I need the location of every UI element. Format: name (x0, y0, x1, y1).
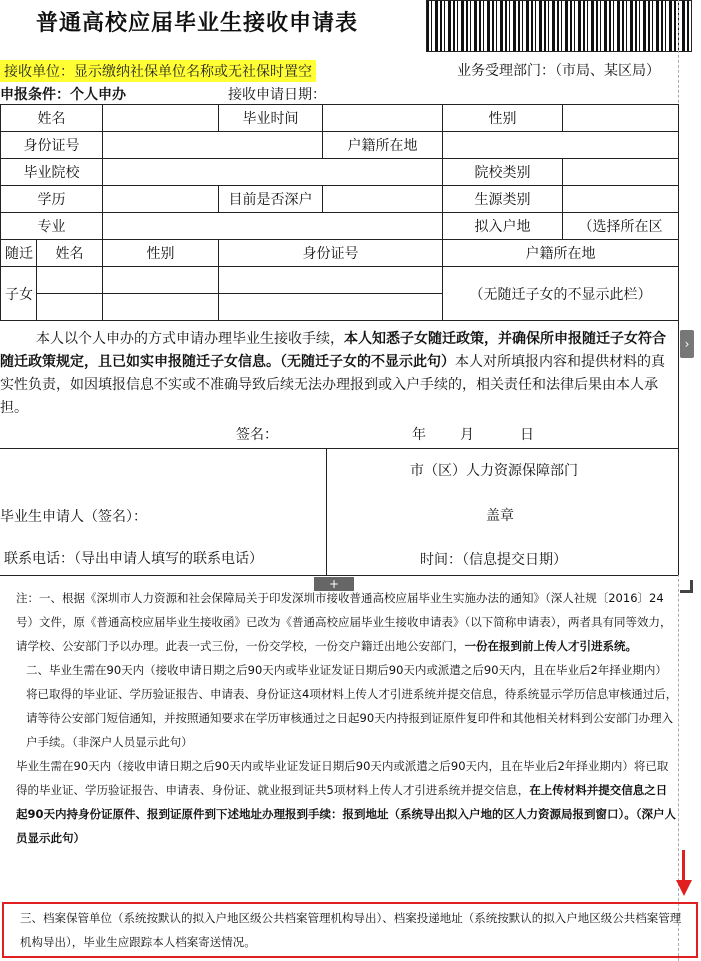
box-divider (326, 448, 327, 575)
children-label-bottom: 子女 (1, 267, 37, 321)
child-col-id: 身份证号 (219, 240, 443, 267)
notes-section: 注：一、根据《深圳市人力资源和社会保障局关于印发深圳市接收普通高校应届毕业生实施办法的通知》（深人社规〔2016〕24号）文件，原《普通高校应届毕业生接收函》已改为《普通高校应届毕业生接收申请表》（以下简称申请表），两者具有同等效力，请学校、公安部门予以办理。此表一式三份，一份交学校，一份交户籍迁出地公安部门，一份在报到前上传人才引进系统。 二、毕业生需在90天内（接收申请日期之后90天内或毕业证发证日期后90天内或派遣之后90天内，且在毕业后2年择业期内）将已取得的毕业证、学历验证报告、申请表、身份证这4项材料上传人才引进系统并提交信息，待系统显示学历信息审核通过后，请等待公安部门短信通知，并按照通知要求在学历审核通过之日起90天内持报到证原件复印件和其他相关材料到公安部门办理入户手续。（非深户人员显示此句） 毕业生需在90天内（接收申请日期之后90天内或毕业证发证日期后90天内或派遣之后90天内，且在毕业后2年择业期内）将已取得的毕业证、学历验证报告、申请表、身份证、就业报到证共5项材料上传人才引进系统并提交信息，在上传材料并提交信息之日起90天内持身份证原件、报到证原件到下述地址办理报到手续：报到地址（系统导出拟入户地的区人力资源局报到窗口）。（深户人员显示此句） (16, 591, 678, 845)
note-archive: 三、档案保管单位（系统按默认的拟入户地区级公共档案管理机构导出）、档案投递地址（系统按默认的拟入户地区级公共档案管理机构导出），毕业生应跟踪本人档案寄送情况。 (20, 911, 682, 949)
school-label: 毕业院校 (1, 159, 103, 186)
apply-date-label: 接收申请日期： (228, 87, 326, 103)
child2-name[interactable] (37, 294, 103, 321)
child-col-name: 姓名 (37, 240, 103, 267)
major-label: 专业 (1, 213, 103, 240)
household-value[interactable] (443, 132, 679, 159)
business-dept: 业务受理部门：（市局、某区局） (457, 63, 660, 79)
education-label: 学历 (1, 186, 103, 213)
id-label: 身份证号 (1, 132, 103, 159)
target-addr-hint[interactable]: （选择所在区 (563, 213, 679, 240)
add-row-handle[interactable]: + (314, 577, 354, 591)
gender-value[interactable] (563, 105, 679, 132)
school-type-label: 院校类别 (443, 159, 563, 186)
year-label: 年 (412, 427, 426, 443)
day-label: 日 (520, 427, 534, 443)
phone: 联系电话：（导出申请人填写的联系电话） (4, 551, 263, 567)
child1-id[interactable] (219, 267, 443, 294)
gender-label: 性别 (443, 105, 563, 132)
name-label: 姓名 (1, 105, 103, 132)
sz-household-label: 目前是否深户 (219, 186, 323, 213)
child2-id[interactable] (219, 294, 443, 321)
child1-name[interactable] (37, 267, 103, 294)
side-expand-handle[interactable]: › (680, 330, 694, 358)
seal-label: 盖章 (486, 508, 514, 524)
id-value[interactable] (103, 132, 323, 159)
form-right-border (678, 104, 679, 575)
applicant-sign[interactable]: 毕业生申请人（签名）： (0, 509, 147, 525)
box-top-border (0, 448, 678, 449)
box-bottom-border (0, 575, 678, 576)
resize-corner-icon[interactable] (680, 580, 693, 593)
apply-condition: 申报条件：个人申办 (0, 87, 126, 103)
name-value[interactable] (103, 105, 219, 132)
school-type-value[interactable] (563, 159, 679, 186)
highlight-arrow-head-icon (676, 880, 692, 896)
children-label-top: 随迁 (1, 240, 37, 267)
sign-label: 签名： (236, 427, 278, 443)
education-value[interactable] (103, 186, 219, 213)
submit-time: 时间：（信息提交日期） (420, 552, 567, 568)
child-col-household: 户籍所在地 (443, 240, 679, 267)
school-value[interactable] (103, 159, 443, 186)
child-hint: （无随迁子女的不显示此栏） (443, 267, 679, 321)
source-type-label: 生源类别 (443, 186, 563, 213)
child-col-gender: 性别 (103, 240, 219, 267)
declaration-text: 本人以个人申办的方式申请办理毕业生接收手续，本人知悉子女随迁政策，并确保所申报随迁子女符合随迁政策规定，且已如实申报随迁子女信息。（无随迁子女的不显示此句）本人对所填报内容和提供材料的真实性负责，如因填报信息不实或不准确导致后续无法办理报到或入户手续的，相关责任和法律后果由本人承担。 (0, 331, 666, 416)
grad-time-label: 毕业时间 (219, 105, 323, 132)
barcode (426, 0, 692, 52)
sz-household-value[interactable] (323, 186, 443, 213)
receiving-unit: 接收单位：显示缴纳社保单位名称或无社保时置空 (0, 60, 316, 82)
target-addr-label: 拟入户地 (443, 213, 563, 240)
child2-gender[interactable] (103, 294, 219, 321)
source-type-value[interactable] (563, 186, 679, 213)
hr-dept: 市（区）人力资源保障部门 (410, 463, 578, 479)
month-label: 月 (460, 427, 474, 443)
household-label: 户籍所在地 (323, 132, 443, 159)
grad-time-value[interactable] (323, 105, 443, 132)
child1-gender[interactable] (103, 267, 219, 294)
application-form-table (0, 104, 679, 321)
major-value[interactable] (103, 213, 443, 240)
page-title: 普通高校应届毕业生接收申请表 (36, 10, 359, 36)
